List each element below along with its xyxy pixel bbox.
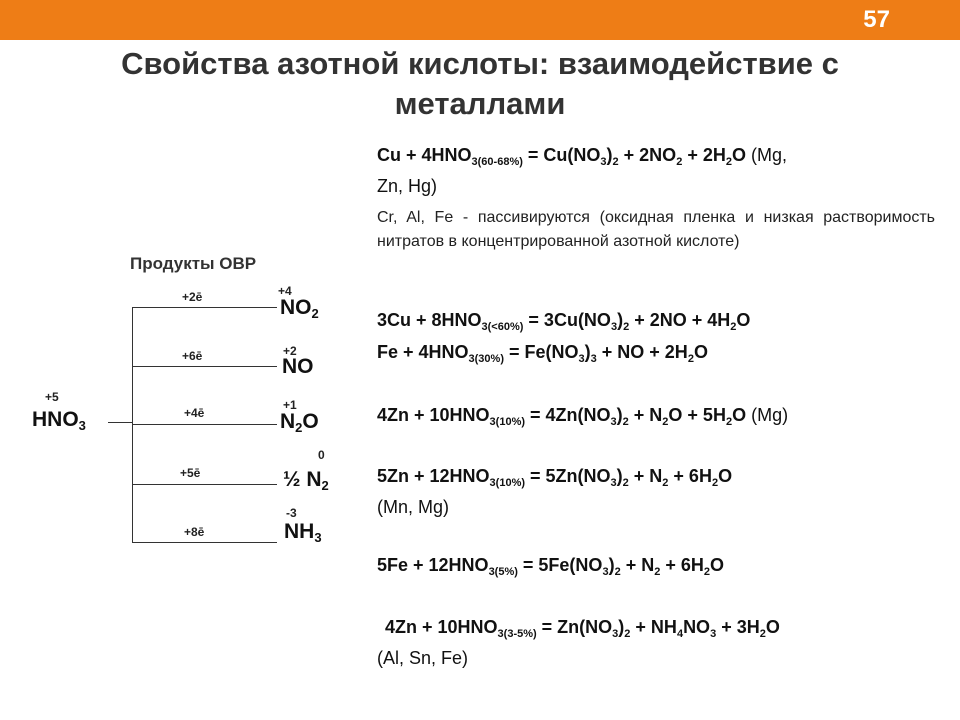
reaction-4: $4Zn + 10HNO_{3(10\%)} = 4Zn(NO_3)_2 + N_2O + 5H_2O$ (Mg) xyxy=(377,405,789,428)
title-line-1: Свойства азотной кислоты: взаимодействие с xyxy=(121,46,839,81)
electrons-label: +8ē xyxy=(184,525,205,539)
reaction-5: $5Zn + 12HNO_{3(10\%)} = 5Zn(NO_3)_2 + N_2 + 6H_2O$ xyxy=(377,466,733,489)
diagram-title: Продукты ОВР xyxy=(130,254,257,273)
connector-horizontal xyxy=(108,422,133,423)
branch-line-3 xyxy=(132,424,277,425)
electrons-label: +5ē xyxy=(180,466,201,480)
slide-number: 57 xyxy=(863,6,890,33)
reaction-1-metals: Zn, Hg) xyxy=(377,176,438,196)
electrons-label: +6ē xyxy=(182,349,203,363)
product-n2: ½ $N_2$ xyxy=(283,468,329,493)
reactant-oxidation-state: +5 xyxy=(45,390,59,404)
reaction-5-metals: (Mn, Mg) xyxy=(377,497,449,517)
passivation-note: Cr, Al, Fe - пассивируются (оксидная пленка и низкая растворимость нитратов в концентрированной азотной кислоте) xyxy=(377,209,935,250)
electrons-label: +2ē xyxy=(182,290,203,304)
product-oxidation-state: 0 xyxy=(318,448,325,462)
product-oxidation-state: -3 xyxy=(286,506,297,520)
reactant-formula: $HNO_3$ xyxy=(32,408,86,433)
reaction-7: $4Zn + 10HNO_{3(3-5\%)} = Zn(NO_3)_2 + NH_4NO_3 + 3H_2O$ xyxy=(385,617,780,640)
reaction-1: $Cu + 4HNO_{3(60-68\%)} = Cu(NO_3)_2 + 2NO_2 + 2H_2O$ (Mg, xyxy=(377,145,787,168)
product-nh3: $NH_3$ xyxy=(284,520,322,545)
product-oxidation-state: +4 xyxy=(278,284,292,298)
branch-line-5 xyxy=(132,542,277,543)
product-oxidation-state: +2 xyxy=(283,344,297,358)
product-no2: $NO_2$ xyxy=(280,296,319,321)
reaction-7-metals: (Al, Sn, Fe) xyxy=(377,648,469,668)
reaction-3: $Fe + 4HNO_{3(30\%)} = Fe(NO_3)_3$ + NO + $2H_2O$ xyxy=(377,342,708,365)
title-line-2: металлами xyxy=(394,86,566,121)
branch-line-2 xyxy=(132,366,277,367)
branch-line-1 xyxy=(132,307,277,308)
product-no: NO xyxy=(282,355,314,378)
page-title xyxy=(0,44,960,124)
branch-line-4 xyxy=(132,484,277,485)
top-bar xyxy=(0,0,960,40)
reaction-6: $5Fe + 12HNO_{3(5\%)} = 5Fe(NO_3)_2 + N_2 + 6H_2O$ xyxy=(377,555,724,578)
product-n2o: $N_2O$ xyxy=(280,410,319,435)
electrons-label: +4ē xyxy=(184,406,205,420)
connector-vertical xyxy=(132,307,133,543)
reaction-2: $3Cu + 8HNO_{3(<60\%)} = 3Cu(NO_3)_2 + 2NO + 4H_2O$ xyxy=(377,310,751,333)
product-oxidation-state: +1 xyxy=(283,398,297,412)
